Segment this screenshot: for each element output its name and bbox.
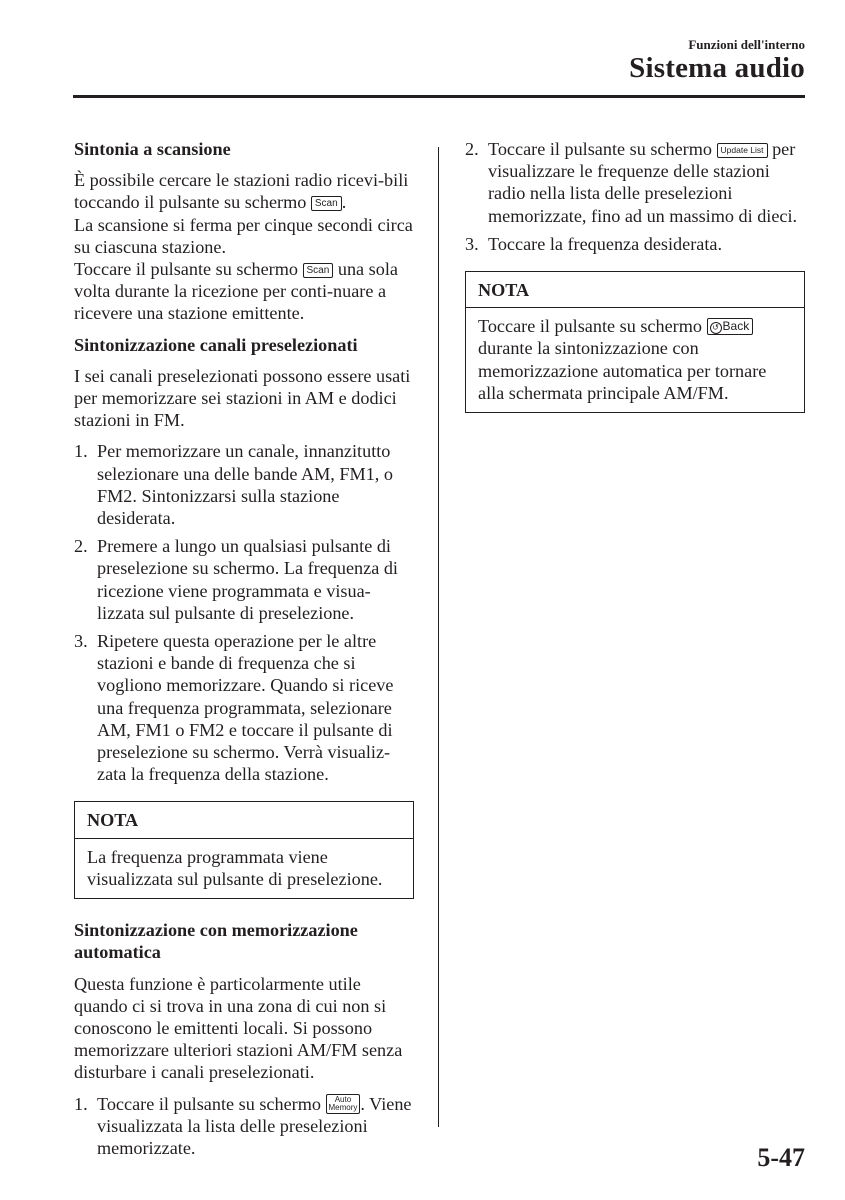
auto-memory-paragraph: Questa funzione è particolarmente utile quando ci si trova in una zona di cui non si conoscono le emittenti locali. Si possono memorizzare ulteriori stazioni AM/FM senza disturbare i canali preselezionati. xyxy=(74,973,403,1083)
auto-memory-steps xyxy=(74,1093,414,1160)
list-item: 2. Premere a lungo un qualsiasi pulsante di preselezione su schermo. La frequenza di ricezione viene programmata e visua-lizzata sul pulsante di preselezione. xyxy=(74,536,398,623)
heading-preset-channels: Sintonizzazione canali preselezionati xyxy=(74,334,358,355)
page-number: 5-47 xyxy=(757,1143,805,1172)
heading-auto-memory: Sintonizzazione con memorizzazione automatica xyxy=(74,920,358,963)
note-box xyxy=(465,271,805,413)
scan-button-icon: Scan xyxy=(311,196,342,211)
page-title: Sistema audio xyxy=(629,52,805,84)
note-text: La frequenza programmata viene visualizzata sul pulsante di preselezione. xyxy=(87,846,383,889)
note-box xyxy=(74,801,414,899)
list-item: 2. Toccare il pulsante su schermo Update List per visualizzare le frequenze delle stazioni radio nella lista delle preselezioni memorizzate, fino ad un massimo di dieci. xyxy=(465,139,798,226)
header-rule xyxy=(73,95,805,98)
left-column xyxy=(74,138,414,1168)
auto-memory-steps-continued xyxy=(465,138,805,255)
list-item: 3. Ripetere questa operazione per le altre stazioni e bande di frequenza che si vogliono memorizzare. Quando si riceve una frequenza programmata, selezionare AM, FM1 o FM2 e toccare il pulsante di preselezione su schermo. Verrà visualiz-zata la frequenza della stazione. xyxy=(74,631,394,785)
scan-button-icon: Scan xyxy=(303,263,334,278)
right-column xyxy=(465,138,805,433)
heading-scan-tuning: Sintonia a scansione xyxy=(74,139,231,159)
update-list-button-icon: Update List xyxy=(717,143,768,158)
note-title: NOTA xyxy=(466,272,804,308)
preset-steps xyxy=(74,440,414,785)
scan-paragraph-1: È possibile cercare le stazioni radio ricevi-bili toccando il pulsante su schermo Scan . La scansione si ferma per cinque secondi circa su ciascuna stazione. Toccare il pulsante su schermo Scan una sola volta durante la ricezione per conti-nuare a ricevere una stazione emittente. xyxy=(74,170,413,324)
scan-paragraph-2: La scansione si ferma per cinque secondi circa su ciascuna stazione. xyxy=(74,214,413,257)
back-arrow-icon: ↺ xyxy=(710,322,722,334)
note-text: Toccare il pulsante su schermo ↺ Back durante la sintonizzazione con memorizzazione automatica per tornare alla schermata principale AM/FM. xyxy=(478,316,767,403)
note-title: NOTA xyxy=(75,802,413,838)
list-item: 3. Toccare la frequenza desiderata. xyxy=(465,233,722,254)
header-section: Funzioni dell'interno xyxy=(688,37,805,52)
preset-paragraph: I sei canali preselezionati possono essere usati per memorizzare sei stazioni in AM e dodici stazioni in FM. xyxy=(74,365,411,431)
back-button-icon: ↺ Back xyxy=(707,318,754,335)
list-item: 1. Toccare il pulsante su schermo Auto Memory . Viene visualizzata la lista delle preselezioni memorizzate. xyxy=(74,1093,412,1158)
list-item: 1. Per memorizzare un canale, innanzitutto selezionare una delle bande AM, FM1, o FM2. Sintonizzarsi sulla stazione desiderata. xyxy=(74,441,393,529)
column-divider xyxy=(438,147,439,1127)
auto-memory-button-icon: Auto Memory xyxy=(326,1094,361,1114)
